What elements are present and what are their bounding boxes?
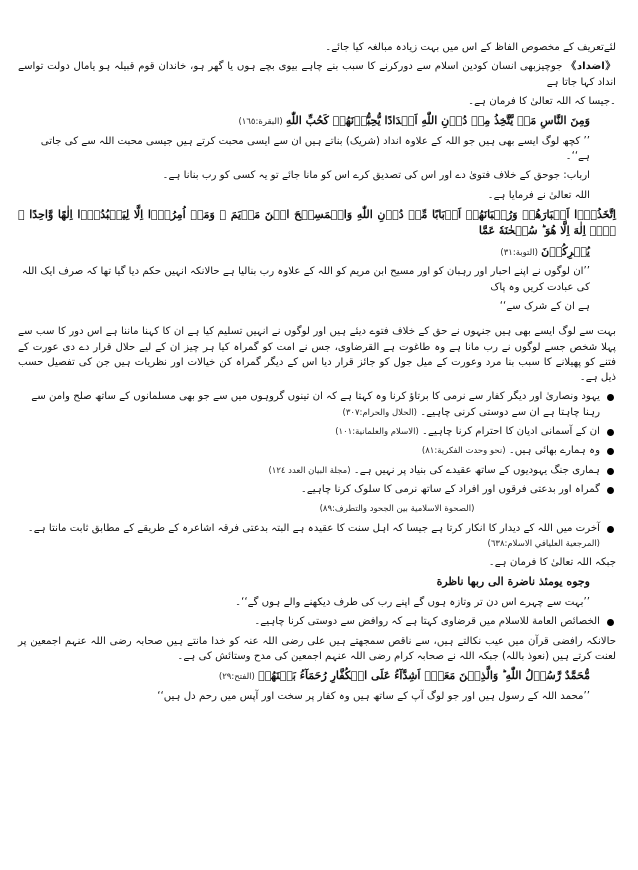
bullet-item bbox=[18, 614, 616, 629]
bullet-icon bbox=[607, 487, 614, 494]
translation-line: ’’ کچھ لوگ ایسے بھی ہیں جو اللہ کے علاوہ انداد (شریک) بناتے ہیں ان سے ایسی محبت کرتے ہیں جیسی محبت اللہ سے کی جاتی ہے‘‘۔ bbox=[40, 135, 590, 162]
paragraph: حالانکہ رافضی قرآن میں عیب نکالتے ہیں، سے ناقص سمجھتے ہیں علی رضی اللہ عنہ کو خدا مانتے ہیں صحابہ رضی اللہ عنہم اجمعین پر لعنت کرتے ہیں (نعوذ باللہ) جبکہ اللہ نے صحابہ کرام رضی اللہ عنہم اجمعین کی مدح وستائش کی ہے۔ bbox=[18, 635, 616, 662]
bullet-text: آخرت میں اللہ کے دیدار کا انکار کرتا ہے جیسا کہ اہل سنت کا عقیدہ ہے البتہ بدعتی فرقہ اشاعرہ کے طریقے کے مطابق ثابت مانتا ہے۔ bbox=[27, 522, 600, 534]
bullet-text: یہود ونصاریٰ اور دیگر کفار سے نرمی کا برتاؤ کرنا وہ کہتا ہے کہ ان تینوں گروہوں میں سے جو بھی مسلمانوں کے ساتھ صلح وامن سے رہنا چاہتا ہے ان سے دوستی کرنی چاہیے۔ bbox=[31, 391, 600, 418]
paragraph: بہت سے لوگ ایسے بھی ہیں جنہوں نے حق کے خلاف فتوے دیئے ہیں اور لوگوں نے انہیں تسلیم کیا ہے ان کا کہنا ماننا ہے اس دور کا سب سے پہلا شخص جسے لوگوں نے رب مانا ہے وہ طاغوت ہے القرضاوی، جس نے امت کو گمراہ کیا ہر چیز ان کے لیے حلال قرار دے دی عورت کے فتنے کو پھیلانے کا سبب بنا مرد وعورت کے میل جول کو جائز قرار دیا اس کے دیگر گمراہ کن خیالات اور نظریات ہیں جن کی تفصیل حسب ذیل ہے۔ bbox=[18, 326, 616, 384]
translation-line: ’’ان لوگوں نے اپنے احبار اور رہبان کو اور مسیح ابن مریم کو اللہ کے علاوہ رب بنالیا ہے حالانکہ انہیں حکم دیا گیا تھا کہ صرف ایک اللہ کی عبادت کریں وہ پاک bbox=[21, 266, 590, 293]
quran-verse bbox=[18, 668, 616, 685]
citation: (نحو وحدت الفكرية:٨١) bbox=[421, 446, 506, 457]
quran-verse bbox=[18, 113, 616, 130]
bullet-item bbox=[18, 521, 616, 552]
bullet-text: ان کے آسمانی ادیان کا احترام کرنا چاہیے۔ bbox=[422, 426, 600, 438]
bullet-icon bbox=[607, 448, 614, 455]
bullet-item bbox=[18, 482, 616, 497]
bullet-item bbox=[18, 389, 616, 420]
translation-line: ’’بہت سے چہرے اس دن تر وتازہ ہوں گے اپنے رب کی طرف دیکھنے والے ہوں گے‘‘۔ bbox=[235, 596, 590, 608]
bullet-item bbox=[18, 443, 616, 458]
quran-verse bbox=[18, 574, 616, 591]
bullet-text: الخصائص العامة للاسلام میں قرضاوی کہتا ہے کہ روافض سے دوستی کرنا چاہیے۔ bbox=[254, 616, 600, 628]
arabic-verse-text: اِتَّخَذُوۡۤا اَحۡبَارَهُمۡ وَرُهۡبَانَهُمۡ اَرۡبَابًا مِّنۡ دُوۡنِ اللّٰهِ وَالۡمَسِيۡحَ ابۡنَ مَرۡيَمَ ۚ وَمَاۤ اُمِرُوۡۤا اِلَّا لِيَعۡبُدُوۡۤا اِلٰهًا وَّاحِدًا ۚ لَاۤ اِلٰهَ اِلَّا هُوَ ؕ سُبۡحٰنَهٗ عَمَّا bbox=[18, 207, 616, 238]
keyword-heading: 《اضداد》 bbox=[566, 61, 616, 73]
verse-reference: (الفتح:٢٩) bbox=[218, 672, 255, 683]
citation: (مجلة البيان العدد ١٢٤) bbox=[268, 465, 351, 476]
bullet-text: گمراہ اور بدعتی فرقوں اور افراد کے ساتھ نرمی کا سلوک کرنا چاہیے۔ bbox=[300, 483, 600, 495]
translation-line: ہے ان کے شرک سے‘‘ bbox=[499, 300, 590, 312]
verse-reference: (البقرة:١٦٥) bbox=[238, 117, 283, 128]
text-span: جوچیزبھی انسان کودین اسلام سے دورکرنے کا سبب بنے چاہے بیوی بچے ہوں یا گھر ہو، خاندان قوم قبیلہ ہو یامال دولت تواسے انداد کہا جاتا ہے bbox=[18, 61, 616, 88]
arabic-verse-text: وجوه يومئذ ناضرة الى ربها ناظرة bbox=[436, 575, 590, 589]
text-line: ۔جیسا کہ اللہ تعالیٰ کا فرمان ہے۔ bbox=[468, 95, 616, 107]
bullet-icon bbox=[607, 526, 614, 533]
verse-reference: (التوبة:٣١) bbox=[500, 247, 538, 258]
citation: (المرجعية العليافي الاسلام:٦٣٨) bbox=[487, 538, 600, 549]
text-line: ارباب: جوحق کے خلاف فتویٰ دے اور اس کی تصدیق کرے اس کو مانا جائے تو یہ کسی کو رب بنانا ہے۔ bbox=[162, 170, 590, 182]
arabic-verse-text: وَمِنَ النَّاسِ مَنۡ يَّتَّخِذُ مِنۡ دُوۡنِ اللّٰهِ اَنۡدَادًا يُّحِبُّوۡنَهُمۡ كَحُبِّ اللّٰهِ bbox=[285, 114, 590, 128]
citation: (الحلال والحرام:٣٠٧) bbox=[342, 407, 417, 418]
text-line: اللہ تعالیٰ نے فرمایا ہے۔ bbox=[487, 189, 590, 201]
bullet-icon bbox=[607, 394, 614, 401]
bullet-item bbox=[18, 424, 616, 439]
citation: (الصحوة الاسلامية بين الجحود والتطرف:٨٩) bbox=[319, 504, 475, 515]
bullet-icon bbox=[607, 468, 614, 475]
arabic-verse-text: يُشۡرِكُوۡنَ bbox=[541, 244, 590, 258]
bullet-icon bbox=[607, 429, 614, 436]
text-line: لئےتعریف کے مخصوص الفاظ کے اس میں بہت زیادہ مبالغہ کیا جائے۔ bbox=[325, 42, 616, 53]
bullet-item bbox=[18, 463, 616, 478]
bullet-text: ہماری جنگ یہودیوں کے ساتھ عقیدے کی بنیاد پر نہیں ہے۔ bbox=[353, 464, 600, 476]
quran-verse bbox=[18, 207, 616, 240]
quran-verse bbox=[18, 244, 616, 261]
text-line: جبکہ اللہ تعالیٰ کا فرمان ہے۔ bbox=[488, 557, 616, 569]
bullet-icon bbox=[607, 619, 614, 626]
citation: (الاسلام والعلمانية:١٠١) bbox=[335, 427, 419, 438]
citation-line bbox=[18, 501, 616, 516]
translation-line: ’’محمد اللہ کے رسول ہیں اور جو لوگ آپ کے ساتھ ہیں وہ کفار پر سخت اور آپس میں رحم دل ہیں‘‘ bbox=[157, 690, 590, 702]
text-line bbox=[18, 59, 616, 90]
bullet-text: وہ ہمارے بھائی ہیں۔ bbox=[508, 445, 600, 457]
arabic-verse-text: مُّحَمَّدٌ رَّسُوۡلُ اللّٰهِ ؕ وَالَّذِيۡنَ مَعَهٗۤ اَشِدَّآءُ عَلَى الۡكُفَّارِ رُحَمَآءُ بَيۡنَهُمۡ bbox=[258, 669, 590, 683]
